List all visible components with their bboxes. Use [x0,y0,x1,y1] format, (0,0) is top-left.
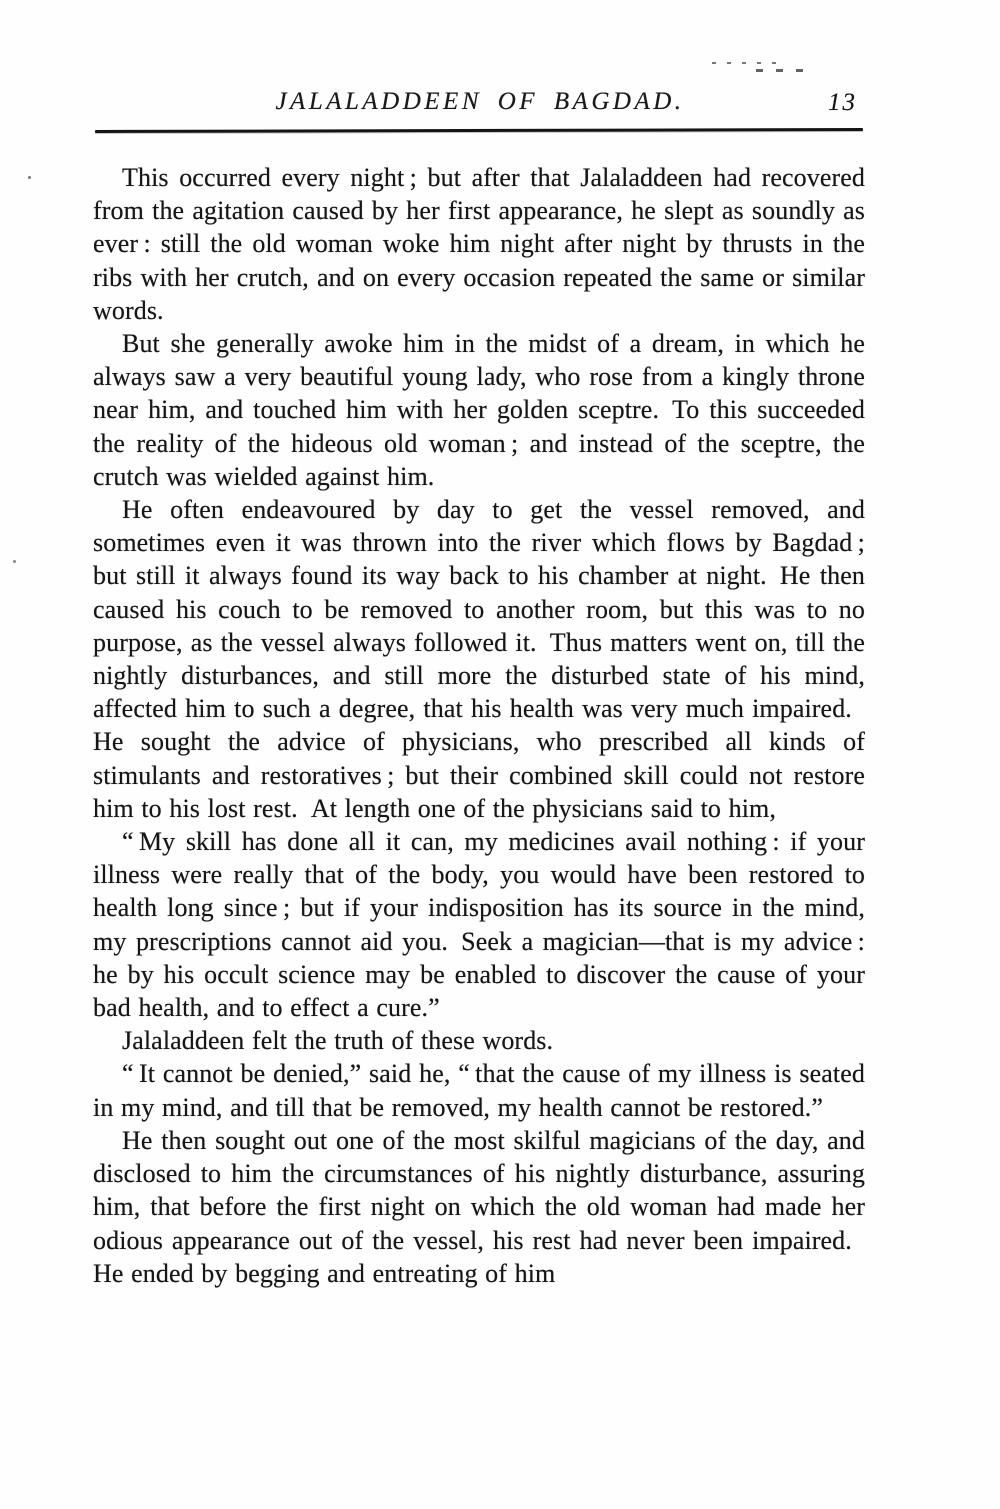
scan-speckle [28,176,31,179]
paragraph: He often endeavoured by day to get the vessel removed, and sometimes even it was thrown into the river which flows by Bagdad ; but still it always found its way back to his chamber at night. He then caused his couch to be removed to another room, but this was to no purpose, as the vessel always followed it. Thus matters went on, till the nightly disturbances, and still more the disturbed state of his mind, affected him to such a degree, that his health was very much impaired. He sought the advice of physicians, who prescribed all kinds of stimulants and restoratives ; but their combined skill could not restore him to his lost rest. At length one of the physicians said to him, [93,495,865,823]
paragraph: “ My skill has done all it can, my medicines avail nothing : if your illness were really that of the body, you would have been restored to health long since ; but if your indisposition has its source in the mind, my prescriptions cannot aid you. Seek a magician—that is my advice : he by his occult science may be enabled to discover the cause of your bad health, and to effect a cure.” [93,827,865,1023]
running-header [95,88,865,128]
page-body [93,161,865,1290]
page-title: JALALADDEEN OF BAGDAD. [275,88,685,115]
scan-speckle [13,560,16,563]
paragraph: Jalaladdeen felt the truth of these words. [122,1026,554,1056]
page-number: 13 [828,89,857,116]
paragraph: This occurred every night ; but after that Jalaladdeen had recovered from the agitation caused by her first appearance, he slept as soundly as ever : still the old woman woke him night after night by thrusts in the ribs with her crutch, and on every occasion repeated the same or similar words. [93,163,865,325]
paragraph: “ It cannot be denied,” said he, “ that the cause of my illness is seated in my mind, and till that be removed, my health cannot be restored.” [93,1059,865,1122]
scan-speckle [712,62,782,64]
scan-speckle [756,69,814,72]
paragraph: He then sought out one of the most skilful magicians of the day, and disclosed to him the circumstances of his nightly disturbance, assuring him, that before the first night on which the old woman had made her odious appearance out of the vessel, his rest had never been impaired. He ended by begging and entreating of him [93,1125,865,1288]
paragraph: But she generally awoke him in the midst of a dream, in which he always saw a very beautiful young lady, who rose from a kingly throne near him, and touched him with her golden sceptre. To this succeeded the reality of the hideous old woman ; and instead of the sceptre, the crutch was wielded against him. [93,329,865,491]
header-rule [95,128,863,133]
